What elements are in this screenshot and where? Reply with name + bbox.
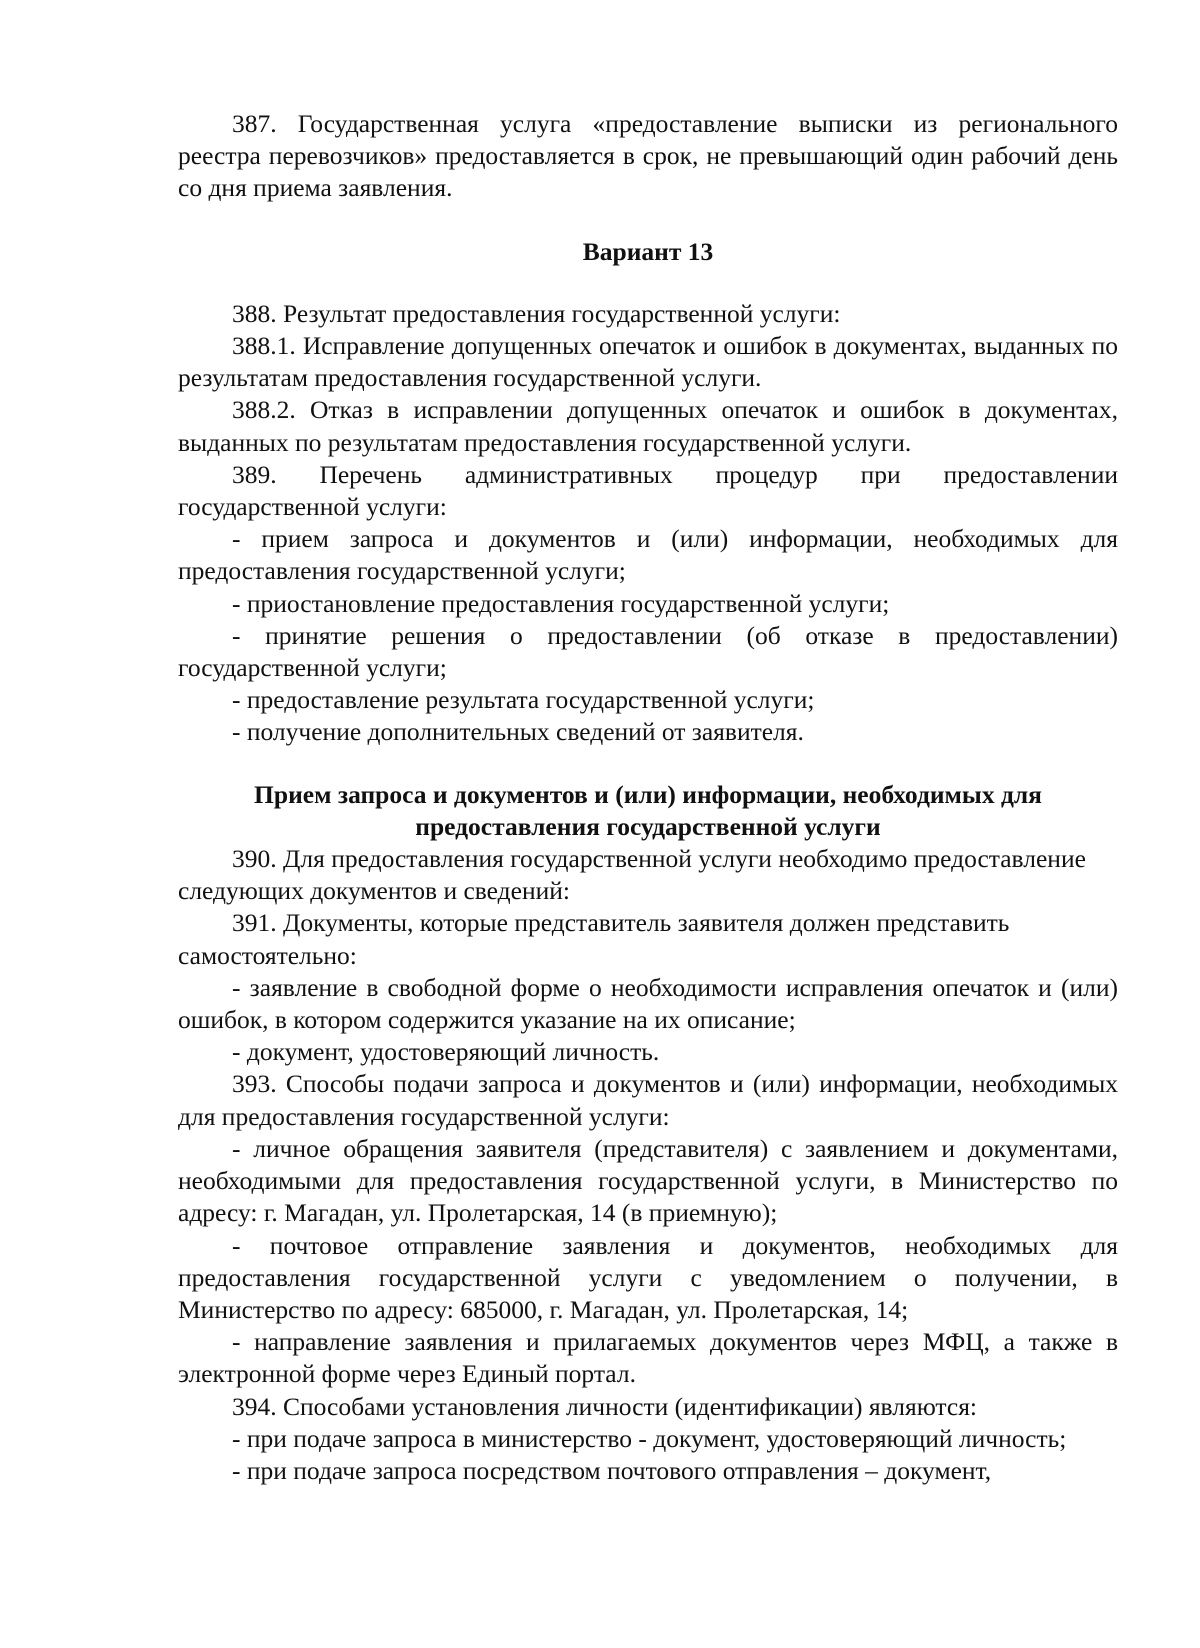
list-item: - прием запроса и документов и (или) информации, необходимых для предоставления государственной услуги;	[178, 524, 1118, 586]
list-item: - документ, удостоверяющий личность.	[232, 1037, 660, 1067]
section-heading: Прием запроса и документов и (или) информации, необходимых для предоставления государственной услуги	[254, 779, 1042, 841]
variant-heading: Вариант 13	[582, 236, 714, 266]
list-item: - при подаче запроса в министерство - документ, удостоверяющий личность;	[232, 1423, 1067, 1453]
list-item: - приостановление предоставления государственной услуги;	[232, 588, 890, 618]
paragraph-387: 387. Государственная услуга «предоставление выписки из регионального реестра перевозчиков» предоставляется в срок, не превышающий один рабочий день со дня приема заявления.	[178, 109, 1118, 203]
list-item: - при подаче запроса посредством почтового отправления – документ,	[232, 1455, 992, 1485]
paragraph-388: 388. Результат предоставления государственной услуги:	[232, 298, 841, 328]
paragraph-389: 389. Перечень административных процедур при предоставлении государственной услуги:	[178, 459, 1118, 522]
paragraph-390: 390. Для предоставления государственной услуги необходимо предоставление следующих документов и сведений:	[178, 844, 1086, 906]
list-item: - заявление в свободной форме о необходимости исправления опечаток и (или) ошибок, в котором содержится указание на их описание;	[178, 972, 1118, 1035]
document-page	[178, 108, 1118, 1487]
list-item: - принятие решения о предоставлении (об отказе в предоставлении) государственной услуги;	[178, 620, 1118, 683]
paragraph-388-2: 388.2. Отказ в исправлении допущенных опечаток и ошибок в документах, выданных по результатам предоставления государственной услуги.	[178, 395, 1118, 457]
list-item: - направление заявления и прилагаемых документов через МФЦ, а также в электронной форме через Единый портал.	[178, 1327, 1118, 1389]
paragraph-391: 391. Документы, которые представитель заявителя должен представить самостоятельно:	[178, 908, 1010, 970]
paragraph-394: 394. Способами установления личности (идентификации) являются:	[232, 1391, 978, 1421]
list-item: - личное обращения заявителя (представителя) с заявлением и документами, необходимыми для предоставления государственной услуги, в Министерство по адресу: г. Магадан, ул. Пролетарская, 14 (в приемную);	[178, 1133, 1118, 1228]
paragraph-388-1: 388.1. Исправление допущенных опечаток и ошибок в документах, выданных по результатам предоставления государственной услуги.	[178, 331, 1118, 393]
list-item: - предоставление результата государственной услуги;	[232, 685, 815, 715]
list-item: - получение дополнительных сведений от заявителя.	[232, 717, 804, 747]
paragraph-393: 393. Способы подачи запроса и документов и (или) информации, необходимых для предоставления государственной услуги:	[178, 1069, 1118, 1131]
list-item: - почтовое отправление заявления и документов, необходимых для предоставления государственной услуги с уведомлением о получении, в Министерство по адресу: 685000, г. Магадан, ул. Пролетарская, 14;	[178, 1230, 1118, 1324]
